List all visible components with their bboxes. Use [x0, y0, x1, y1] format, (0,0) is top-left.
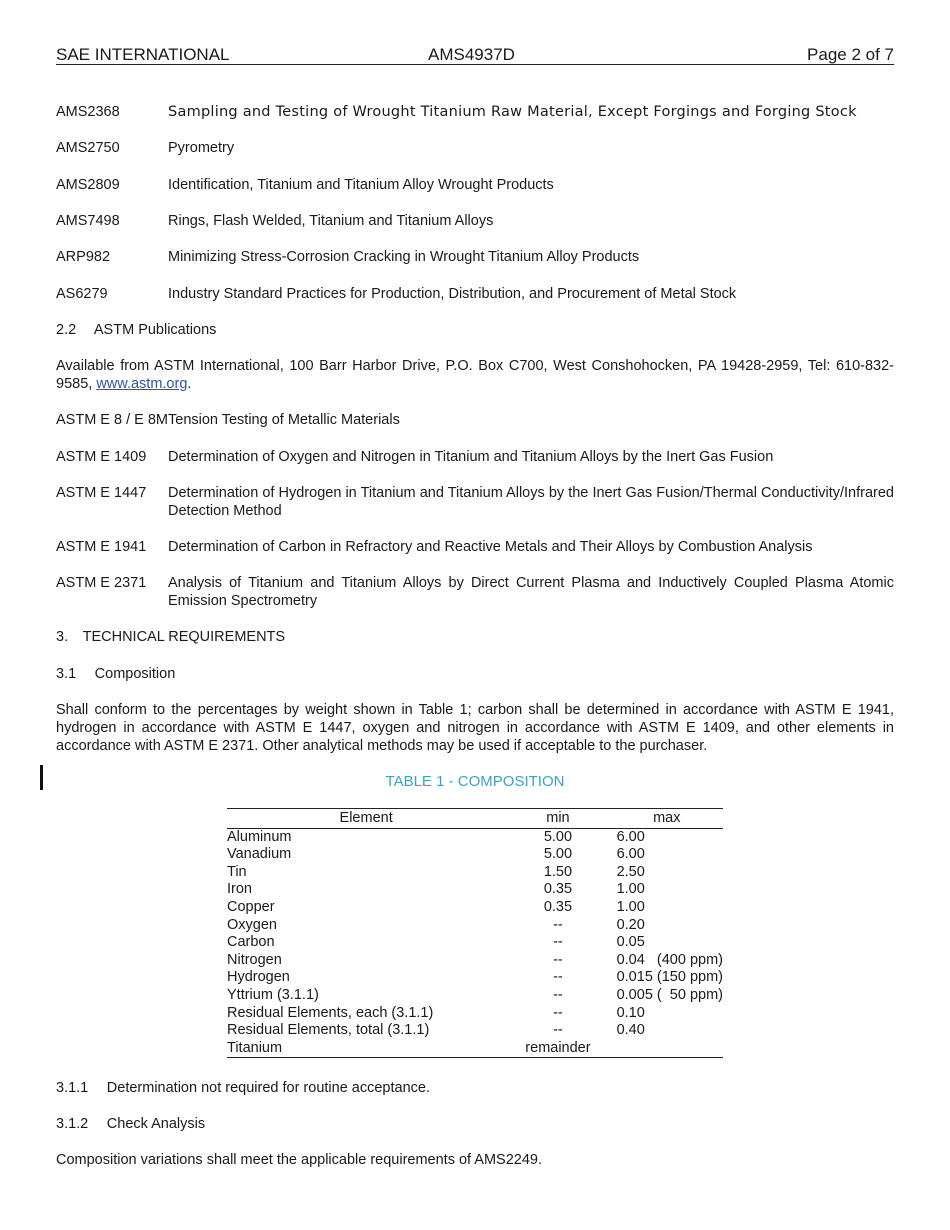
cell-element: Nitrogen: [227, 951, 282, 968]
cell-min: --: [553, 934, 563, 951]
cell-max: 1.00: [616, 898, 645, 915]
section-3-1-1: 3.1.1 Determination not required for routine acceptance.: [56, 1080, 430, 1096]
cell-min: --: [553, 986, 563, 1003]
cell-max: 0.04 (400 ppm): [616, 951, 723, 968]
reference-code: AMS2750: [56, 140, 120, 156]
cell-max: 0.005 ( 50 ppm): [616, 986, 723, 1003]
cell-max: 0.10: [616, 1004, 645, 1021]
cell-max: [611, 1040, 723, 1058]
reference-code: ASTM E 1447: [56, 485, 147, 501]
reference-code: AMS2368: [56, 104, 120, 120]
reference-item: [56, 139, 894, 157]
cell-element: Residual Elements, each (3.1.1): [227, 1004, 434, 1021]
reference-item: [56, 212, 894, 230]
reference-code: ASTM E 1941: [56, 539, 147, 555]
cell-max: 0.40: [616, 1022, 645, 1039]
reference-item: [56, 574, 894, 610]
table-row: [227, 987, 723, 1005]
section-3-1-2: 3.1.2 Check Analysis: [56, 1116, 206, 1132]
reference-item: [56, 103, 894, 121]
cell-element: Copper: [227, 898, 275, 915]
cell-element: Aluminum: [227, 828, 292, 845]
reference-title: Determination of Hydrogen in Titanium and Titanium Alloys by the Inert Gas Fusion/Thermal Conductivity/Infrared Detection Method: [168, 485, 894, 519]
reference-code: AMS7498: [56, 213, 120, 229]
table-row: [227, 1022, 723, 1040]
availability-suffix: .: [187, 376, 192, 392]
reference-astm-e8: ASTM E 8 / E 8MTension Testing of Metallic Materials: [56, 412, 400, 428]
cell-element: Residual Elements, total (3.1.1): [227, 1022, 430, 1039]
reference-item: [56, 285, 894, 303]
cell-min: --: [553, 969, 563, 986]
reference-title: Determination of Carbon in Refractory and Reactive Metals and Their Alloys by Combustion Analysis: [168, 539, 813, 555]
cell-min: 5.00: [543, 846, 573, 863]
reference-title: Determination of Oxygen and Nitrogen in Titanium and Titanium Alloys by the Inert Gas Fusion: [168, 449, 774, 465]
reference-code: AS6279: [56, 286, 108, 302]
cell-element: Carbon: [227, 934, 275, 951]
table-row: [227, 846, 723, 864]
reference-item: [56, 176, 894, 194]
table-header-row: [227, 809, 723, 829]
cell-max: 2.50: [616, 863, 645, 880]
table-row: [227, 864, 723, 882]
cell-min: 5.00: [543, 828, 573, 845]
reference-item: [56, 448, 894, 466]
table-row: [227, 881, 723, 899]
reference-item: [56, 248, 894, 266]
table-row: [227, 1005, 723, 1023]
section-heading-composition: 3.1 Composition: [56, 666, 176, 682]
reference-title: Analysis of Titanium and Titanium Alloys by Direct Current Plasma and Inductively Coupled Plasma Atomic Emission Spectrometry: [168, 575, 894, 609]
cell-element: Oxygen: [227, 916, 277, 933]
cell-min: --: [553, 916, 563, 933]
table-row: [227, 934, 723, 952]
page-number: Page 2 of 7: [807, 45, 894, 64]
reference-code: ASTM E 2371: [56, 575, 147, 591]
astm-availability: [56, 357, 894, 393]
table-row: [227, 828, 723, 846]
table-row: [227, 1040, 723, 1058]
cell-min: 0.35: [543, 898, 573, 915]
cell-max: 0.015 (150 ppm): [616, 969, 723, 986]
reference-title: Rings, Flash Welded, Titanium and Titanium Alloys: [168, 213, 494, 229]
cell-min: remainder: [505, 1040, 610, 1058]
cell-max: 6.00: [616, 828, 645, 845]
cell-max: 0.20: [616, 916, 645, 933]
cell-min: --: [553, 951, 563, 968]
reference-title: Identification, Titanium and Titanium Alloy Wrought Products: [168, 177, 554, 193]
cell-element: Iron: [227, 881, 252, 898]
cell-element: Titanium: [227, 1040, 505, 1058]
header-element: Element: [227, 809, 505, 829]
org-name: SAE INTERNATIONAL: [56, 45, 230, 64]
document-number: AMS4937D: [428, 45, 515, 64]
cell-min: --: [553, 1022, 563, 1039]
reference-title: Sampling and Testing of Wrought Titanium Raw Material, Except Forgings and Forging Stock: [168, 104, 857, 120]
reference-code: AMS2809: [56, 177, 120, 193]
check-analysis-text: Composition variations shall meet the applicable requirements of AMS2249.: [56, 1152, 543, 1168]
reference-item: [56, 538, 894, 556]
table-row: [227, 899, 723, 917]
composition-table: [227, 808, 723, 1058]
cell-element: Vanadium: [227, 846, 292, 863]
header-max: max: [611, 809, 723, 829]
cell-element: Yttrium (3.1.1): [227, 986, 319, 1003]
composition-paragraph: Shall conform to the percentages by weight shown in Table 1; carbon shall be determined in accordance with ASTM E 1941, hydrogen in accordance with ASTM E 1447, oxygen and nitrogen in accordance with ASTM E 1409, and other elements in accordance with ASTM E 2371. Other analytical methods may be used if acceptable to the purchaser.: [56, 702, 894, 754]
header-min: min: [505, 809, 610, 829]
table-caption: TABLE 1 - COMPOSITION: [385, 773, 565, 790]
cell-max: 1.00: [616, 881, 645, 898]
reference-title: Pyrometry: [168, 140, 235, 156]
reference-code: ARP982: [56, 249, 111, 265]
page-header: [56, 44, 894, 65]
table-row: [227, 969, 723, 987]
reference-item: [56, 484, 894, 520]
cell-min: --: [553, 1004, 563, 1021]
availability-text: Available from ASTM International, 100 Barr Harbor Drive, P.O. Box C700, West Conshohocken, PA 19428-2959, Tel: 610-832-9585,: [56, 358, 894, 392]
section-heading-astm: 2.2 ASTM Publications: [56, 322, 217, 338]
reference-title: Industry Standard Practices for Production, Distribution, and Procurement of Metal Stock: [168, 286, 737, 302]
cell-element: Tin: [227, 863, 247, 880]
table-row: [227, 917, 723, 935]
cell-max: 6.00: [616, 846, 645, 863]
cell-max: 0.05: [616, 934, 645, 951]
cell-element: Hydrogen: [227, 969, 290, 986]
astm-website-link[interactable]: www.astm.org: [96, 376, 188, 392]
cell-min: 1.50: [543, 863, 573, 880]
section-heading-technical: 3. TECHNICAL REQUIREMENTS: [56, 629, 286, 645]
reference-title: Minimizing Stress-Corrosion Cracking in Wrought Titanium Alloy Products: [168, 249, 640, 265]
cell-min: 0.35: [543, 881, 573, 898]
table-row: [227, 952, 723, 970]
reference-code: ASTM E 1409: [56, 449, 147, 465]
